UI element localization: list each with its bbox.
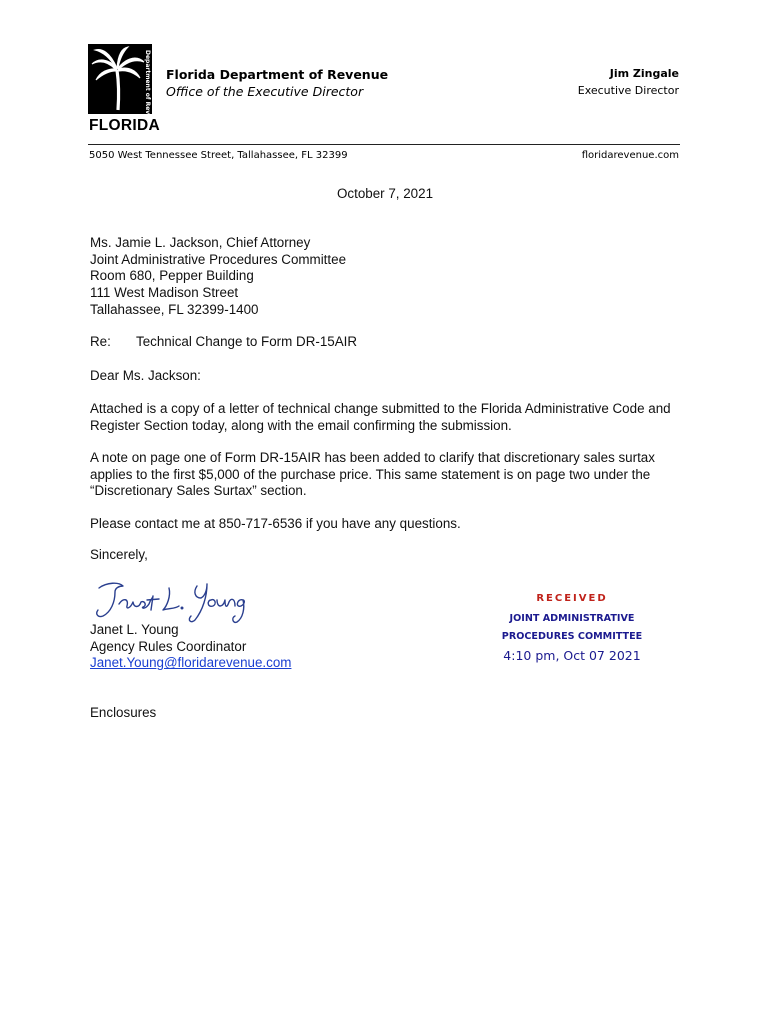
website-address: floridarevenue.com <box>581 150 679 161</box>
recipient-address-block <box>90 235 346 319</box>
department-office: Office of the Executive Director <box>166 84 364 99</box>
signature-block <box>90 622 291 672</box>
subject-text: Technical Change to Form DR-15AIR <box>136 334 358 349</box>
body-paragraph: Attached is a copy of a letter of technical change submitted to the Florida Administrative Code and Register Section today, along with the email confirming the submission. <box>90 401 671 433</box>
executive-title: Executive Director <box>577 84 679 97</box>
recipient-line: Room 680, Pepper Building <box>90 268 254 284</box>
body-paragraph: Please contact me at 850-717-6536 if you have any questions. <box>90 516 461 531</box>
closing: Sincerely, <box>90 547 148 562</box>
stamp-received-label: RECEIVED <box>536 593 608 604</box>
letter-date: October 7, 2021 <box>336 186 434 201</box>
subject-label: Re: <box>90 334 111 349</box>
logo-vertical-text: Department of Revenue <box>144 50 151 131</box>
street-address: 5050 West Tennessee Street, Tallahassee, FL 32399 <box>89 150 348 161</box>
recipient-line: 111 West Madison Street <box>90 285 239 301</box>
signer-email-link[interactable]: Janet.Young@floridarevenue.com <box>90 655 292 671</box>
received-stamp <box>482 591 662 665</box>
enclosures-note: Enclosures <box>90 705 157 720</box>
stamp-committee-line: PROCEDURES COMMITTEE <box>501 631 643 642</box>
handwritten-signature <box>93 576 265 624</box>
department-name: Florida Department of Revenue <box>166 67 389 82</box>
signer-title: Agency Rules Coordinator <box>90 638 247 654</box>
subject-line <box>90 334 357 351</box>
recipient-line: Ms. Jamie L. Jackson, Chief Attorney <box>90 235 311 250</box>
stamp-timestamp: 4:10 pm, Oct 07 2021 <box>503 648 641 663</box>
body-paragraph: A note on page one of Form DR-15AIR has been added to clarify that discretionary sales surtax applies to the first $5,000 of the purchase price. This same statement is on page two under the “Discretionary Sales Surtax” section. <box>90 450 655 499</box>
stamp-committee-name <box>482 610 662 646</box>
recipient-line: Joint Administrative Procedures Committee <box>90 251 347 267</box>
header-divider <box>88 144 680 145</box>
recipient-line: Tallahassee, FL 32399-1400 <box>90 301 259 317</box>
stamp-committee-line: JOINT ADMINISTRATIVE <box>509 613 635 624</box>
logo-wordmark: FLORIDA <box>89 117 160 134</box>
salutation: Dear Ms. Jackson: <box>90 368 201 383</box>
signer-name: Janet L. Young <box>90 622 179 637</box>
executive-name: Jim Zingale <box>609 67 679 80</box>
